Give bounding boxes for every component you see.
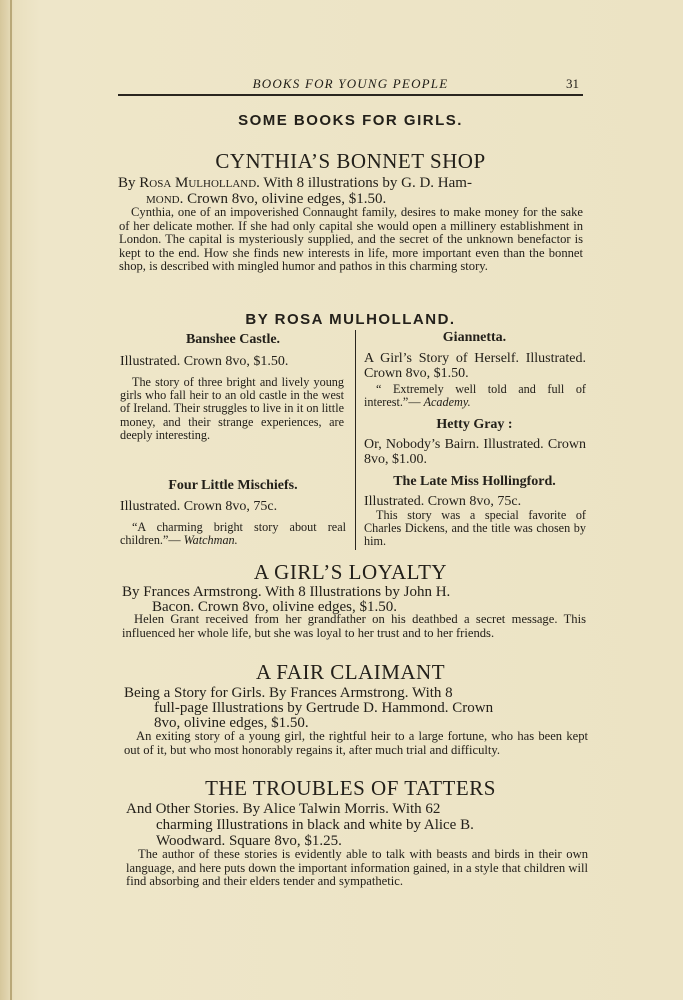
four-little-quote: “A charming bright story about real children.”— — [120, 520, 346, 548]
tatters-title: THE TROUBLES OF TATTERS — [205, 776, 496, 800]
four-little-quote-block — [120, 521, 346, 547]
fair-claimant-line-1: Being a Story for Girls. By Frances Armstrong. With 8 — [124, 685, 453, 701]
four-little-source: Watchman. — [183, 533, 238, 548]
giannetta-source: Academy. — [423, 395, 471, 410]
giannetta-quote-block — [364, 383, 586, 409]
girls-loyalty-line-2: Bacon. Crown 8vo, olivine edges, $1.50. — [152, 599, 397, 615]
banshee-title: Banshee Castle. — [185, 332, 281, 347]
giannetta-title: Giannetta. — [442, 330, 507, 345]
running-head-title: BOOKS FOR YOUNG PEOPLE — [252, 76, 449, 91]
fair-claimant-line-3: 8vo, olivine edges, $1.50. — [154, 715, 309, 731]
banshee-description: The story of three bright and lively young girls who fall heir to an old castle in the west of Ireland. Their struggles to live in it on little money, and their strange experiences, are deeply interesting. — [120, 375, 344, 442]
fair-claimant-line-2: full-page Illustrations by Gertrude D. Hammond. Crown — [154, 700, 494, 716]
by-rosa-heading: BY ROSA MULHOLLAND. — [245, 311, 456, 328]
girls-loyalty-title: A GIRL’S LOYALTY — [253, 560, 448, 584]
running-head — [118, 76, 583, 96]
cynthia-byline-rest: With 8 illustrations by G. D. Ham- — [263, 175, 472, 191]
section-heading: SOME BOOKS FOR GIRLS. — [238, 112, 463, 129]
late-miss-detail: Illustrated. Crown 8vo, 75c. — [364, 494, 522, 509]
cynthia-by: By — [118, 175, 136, 191]
cynthia-edition: Crown 8vo, olivine edges, $1.50. — [187, 191, 387, 207]
girls-loyalty-line-1: By Frances Armstrong. With 8 Illustrations by John H. — [122, 584, 451, 600]
cynthia-title: CYNTHIA’S BONNET SHOP — [215, 149, 486, 173]
giannetta-quote: “ Extremely well told and full of interest.”— — [364, 382, 586, 410]
four-little-detail: Illustrated. Crown 8vo, 75c. — [120, 499, 278, 514]
late-miss-title: The Late Miss Hollingford. — [393, 474, 556, 489]
page-number: 31 — [566, 76, 579, 91]
page-spine-edge — [10, 0, 12, 1000]
girls-loyalty-description: Helen Grant received from her grandfather on his deathbed a secret message. This influenced her whole life, but she was loyal to her trust and to her friends. — [122, 612, 586, 640]
hetty-detail: Or, Nobody’s Bairn. Illustrated. Crown 8vo, $1.00. — [364, 437, 586, 467]
tatters-line-2: charming Illustrations in black and white by Alice B. — [156, 817, 474, 833]
cynthia-illustrator-tail: mond. — [146, 191, 184, 207]
tatters-line-3: Woodward. Square 8vo, $1.25. — [156, 833, 342, 849]
hetty-title: Hetty Gray : — [436, 417, 513, 432]
giannetta-detail: A Girl’s Story of Herself. Illustrated. Crown 8vo, $1.50. — [364, 351, 586, 381]
cynthia-description: Cynthia, one of an impoverished Connaught family, desires to make money for the sake of her delicate mother. If she had only capital she would open a millinery establishment in London. The capital is mysteriously supplied, and the secret of the unknown benefactor is kept to the end. How she finds new interests in life, more important even than the bonnet shop, is described with mingled humor and pathos in this charming story. — [119, 205, 583, 273]
banshee-detail: Illustrated. Crown 8vo, $1.50. — [120, 354, 289, 369]
fair-claimant-title: A FAIR CLAIMANT — [255, 660, 446, 684]
four-little-title: Four Little Mischiefs. — [168, 478, 298, 493]
tatters-description: The author of these stories is evidently able to talk with beasts and birds in their own language, and here puts down the important information gained, in a style that children will find absorbing and their elders tender and sympathetic. — [126, 847, 588, 888]
column-divider — [355, 330, 356, 550]
late-miss-description: This story was a special favorite of Charles Dickens, and the title was chosen by him. — [364, 508, 586, 549]
tatters-line-1: And Other Stories. By Alice Talwin Morris. With 62 — [126, 801, 441, 817]
fair-claimant-description: An exiting story of a young girl, the rightful heir to a large fortune, who has been kept out of it, but who most honorably regains it, after much trial and difficulty. — [124, 729, 588, 757]
cynthia-author: Rosa Mulholland. — [139, 175, 260, 191]
cynthia-byline-1 — [118, 175, 588, 191]
